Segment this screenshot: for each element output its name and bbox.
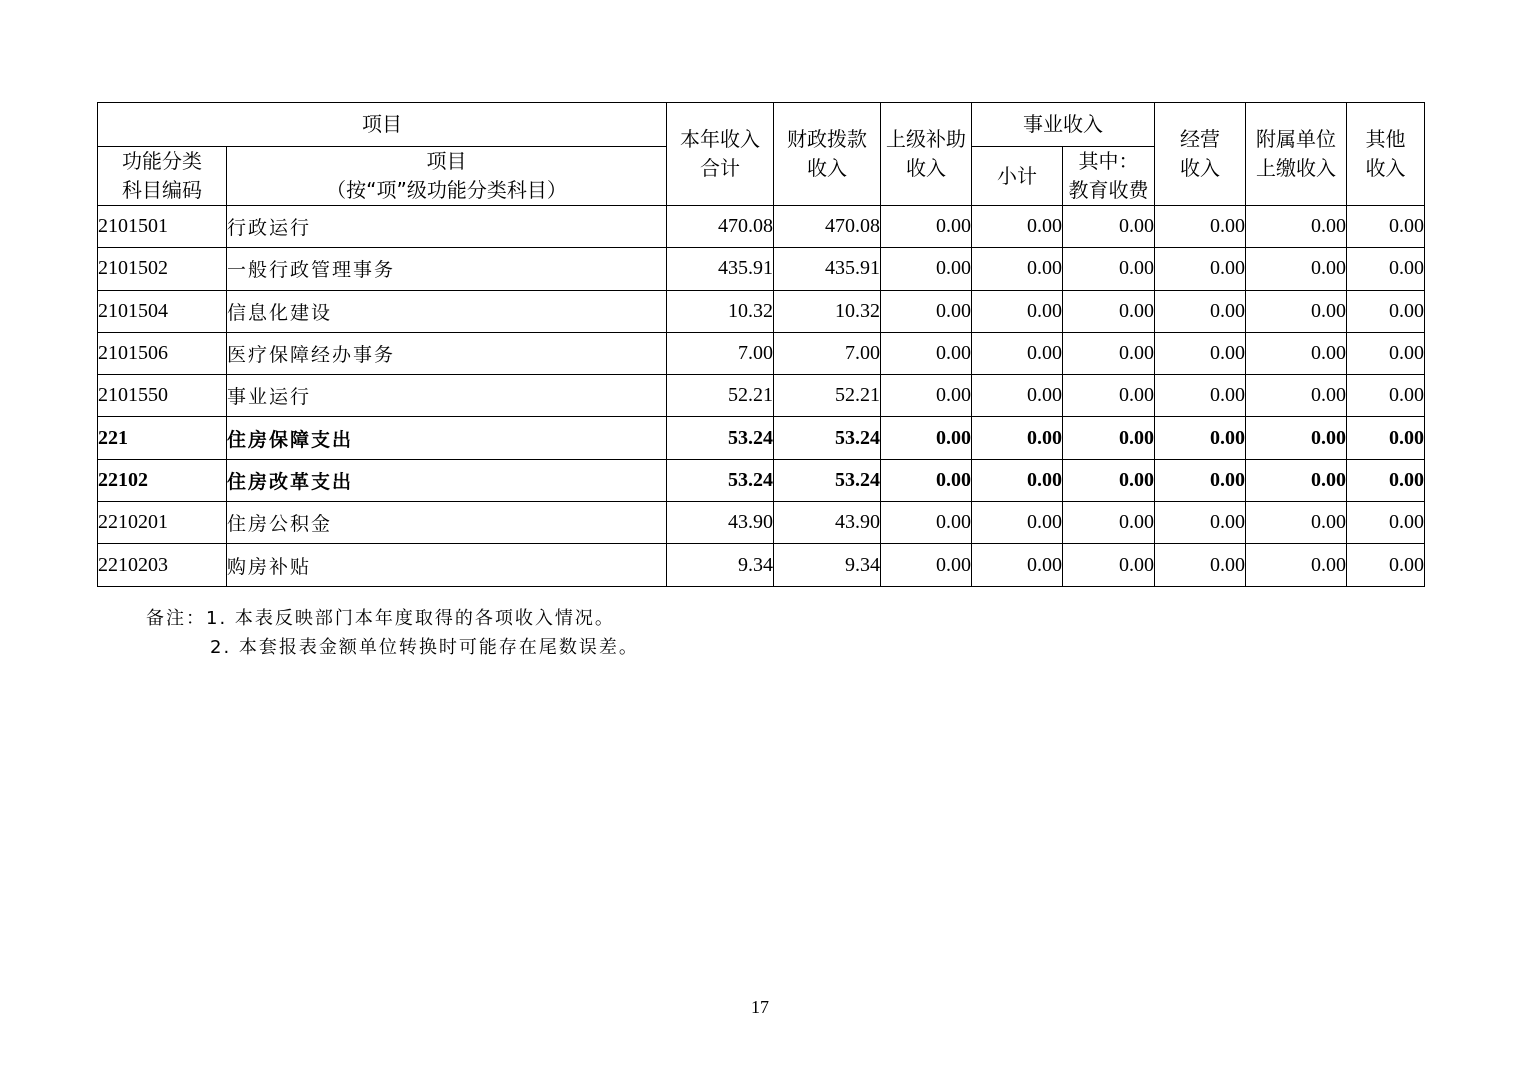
header-other-line1: 其他 [1365,127,1406,151]
header-affiliated-line2: 上缴收入 [1256,156,1336,180]
header-affiliated [1246,103,1347,206]
row-code: 2210201 [98,502,227,544]
header-subtotal: 小计 [972,147,1063,206]
header-func-code-line2: 科目编码 [122,178,202,202]
row-code: 2210203 [98,544,227,586]
row-value: 0.00 [972,206,1063,248]
row-value: 0.00 [1246,248,1347,290]
row-value: 0.00 [1155,459,1246,501]
header-affiliated-line1: 附属单位 [1256,127,1336,151]
row-value: 0.00 [1246,332,1347,374]
row-value: 0.00 [881,290,972,332]
row-value: 0.00 [1155,332,1246,374]
row-value: 0.00 [1246,206,1347,248]
row-value: 0.00 [881,502,972,544]
header-operating-line1: 经营 [1180,127,1220,151]
header-total [667,103,774,206]
header-education-line1: 其中： [1078,149,1139,173]
row-value: 0.00 [1246,502,1347,544]
header-superior-line1: 上级补助 [886,127,966,151]
row-value: 0.00 [1347,375,1425,417]
note-line-2 [146,633,639,662]
row-name: 行政运行 [227,206,667,248]
note-text-1: 1. 本表反映部门本年度取得的各项收入情况。 [206,608,615,629]
row-value: 0.00 [1063,332,1155,374]
row-value: 53.24 [774,459,881,501]
row-value: 0.00 [1347,206,1425,248]
row-value: 53.24 [667,417,774,459]
row-value: 0.00 [1347,544,1425,586]
table-row [98,375,1425,417]
row-value: 0.00 [1155,417,1246,459]
notes [146,604,639,662]
row-value: 43.90 [667,502,774,544]
row-value: 0.00 [1063,459,1155,501]
row-value: 0.00 [1155,544,1246,586]
row-value: 0.00 [972,290,1063,332]
row-value: 0.00 [972,375,1063,417]
row-value: 0.00 [1155,290,1246,332]
header-item-line2: （按“项”级功能分类科目） [326,178,567,202]
row-value: 9.34 [774,544,881,586]
row-value: 0.00 [972,332,1063,374]
header-superior [881,103,972,206]
row-value: 0.00 [881,375,972,417]
row-code: 2101504 [98,290,227,332]
table-row [98,417,1425,459]
row-value: 7.00 [667,332,774,374]
row-value: 0.00 [972,502,1063,544]
table-row [98,544,1425,586]
row-code: 2101506 [98,332,227,374]
row-value: 0.00 [1347,248,1425,290]
row-value: 43.90 [774,502,881,544]
row-value: 0.00 [881,332,972,374]
header-func-code [98,147,227,206]
table-body [98,206,1425,587]
header-education-line2: 教育收费 [1068,178,1149,202]
row-value: 0.00 [1347,332,1425,374]
row-name: 住房保障支出 [227,417,667,459]
row-value: 0.00 [1347,502,1425,544]
row-value: 0.00 [1347,417,1425,459]
table-row [98,459,1425,501]
row-value: 0.00 [1347,290,1425,332]
header-fiscal-line1: 财政拨款 [787,127,867,151]
row-name: 信息化建设 [227,290,667,332]
header-other-line2: 收入 [1365,156,1406,180]
header-education [1063,147,1155,206]
header-item-line1: 项目 [426,149,467,173]
row-value: 0.00 [1155,248,1246,290]
row-value: 0.00 [1246,459,1347,501]
row-name: 购房补贴 [227,544,667,586]
row-value: 0.00 [1246,375,1347,417]
row-value: 0.00 [1155,502,1246,544]
row-value: 470.08 [774,206,881,248]
header-fiscal [774,103,881,206]
row-value: 0.00 [1063,248,1155,290]
row-name: 住房改革支出 [227,459,667,501]
row-value: 0.00 [972,248,1063,290]
row-value: 0.00 [1246,544,1347,586]
row-value: 0.00 [1063,206,1155,248]
income-table [97,102,1425,587]
row-value: 0.00 [881,544,972,586]
row-value: 0.00 [972,459,1063,501]
table-row [98,290,1425,332]
table-row [98,332,1425,374]
header-business-group: 事业收入 [972,103,1155,147]
row-name: 事业运行 [227,375,667,417]
row-code: 2101501 [98,206,227,248]
row-value: 0.00 [1063,502,1155,544]
row-value: 0.00 [1063,544,1155,586]
row-value: 470.08 [667,206,774,248]
table-row [98,248,1425,290]
row-value: 0.00 [881,459,972,501]
row-name: 医疗保障经办事务 [227,332,667,374]
header-superior-line2: 收入 [906,156,946,180]
table-row [98,206,1425,248]
row-value: 0.00 [1155,206,1246,248]
row-value: 52.21 [774,375,881,417]
row-value: 0.00 [1347,459,1425,501]
row-code: 2101502 [98,248,227,290]
header-total-line1: 本年收入 [680,127,760,151]
row-value: 52.21 [667,375,774,417]
header-func-code-line1: 功能分类 [122,149,202,173]
note-line-1 [146,604,639,633]
row-value: 0.00 [972,417,1063,459]
row-value: 53.24 [774,417,881,459]
header-total-line2: 合计 [700,156,740,180]
row-value: 0.00 [1063,290,1155,332]
income-table-container [97,102,1425,587]
row-value: 53.24 [667,459,774,501]
header-row-1 [98,103,1425,147]
header-operating [1155,103,1246,206]
row-value: 0.00 [1155,375,1246,417]
row-value: 0.00 [1246,417,1347,459]
header-item-group: 项目 [98,103,667,147]
note-text-2: 2. 本套报表金额单位转换时可能存在尾数误差。 [210,637,639,658]
page-number: 17 [751,997,769,1017]
row-code: 221 [98,417,227,459]
row-value: 0.00 [881,417,972,459]
header-other [1347,103,1425,206]
row-value: 0.00 [972,544,1063,586]
row-name: 住房公积金 [227,502,667,544]
row-code: 22102 [98,459,227,501]
header-fiscal-line2: 收入 [807,156,847,180]
row-value: 9.34 [667,544,774,586]
row-value: 0.00 [1246,290,1347,332]
table-row [98,502,1425,544]
row-value: 0.00 [1063,375,1155,417]
row-value: 10.32 [667,290,774,332]
row-value: 7.00 [774,332,881,374]
notes-label: 备注： [146,608,206,629]
row-code: 2101550 [98,375,227,417]
row-value: 0.00 [1063,417,1155,459]
row-name: 一般行政管理事务 [227,248,667,290]
header-item [227,147,667,206]
row-value: 435.91 [774,248,881,290]
row-value: 0.00 [881,248,972,290]
row-value: 10.32 [774,290,881,332]
row-value: 435.91 [667,248,774,290]
row-value: 0.00 [881,206,972,248]
header-operating-line2: 收入 [1180,156,1220,180]
